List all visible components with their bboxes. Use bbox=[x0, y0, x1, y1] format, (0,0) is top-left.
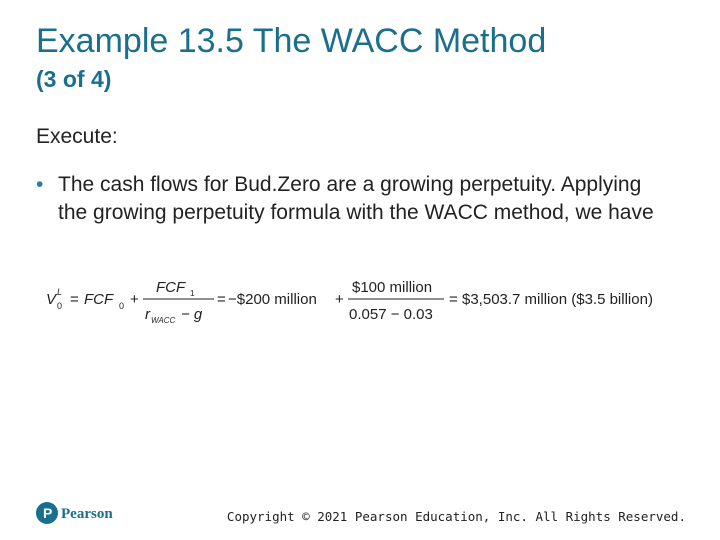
slide-title: Example 13.5 The WACC Method bbox=[36, 22, 547, 60]
formula-num1: FCF bbox=[156, 279, 186, 296]
bullet-item bbox=[36, 171, 676, 227]
formula-num1-sub: 1 bbox=[190, 289, 195, 298]
pearson-logo bbox=[36, 500, 126, 526]
svg-text:P: P bbox=[43, 505, 53, 521]
formula-equals-3: = bbox=[449, 291, 458, 308]
formula-minus-200: −$200 million bbox=[228, 291, 317, 308]
formula-den2: 0.057 − 0.03 bbox=[349, 306, 433, 323]
formula-lhs-sub: 0 bbox=[57, 301, 63, 311]
slide-subtitle: (3 of 4) bbox=[36, 66, 112, 92]
formula-plus-2: + bbox=[335, 291, 344, 308]
bullet-dot: • bbox=[36, 173, 44, 196]
formula-den1-r: r bbox=[145, 306, 150, 323]
wacc-formula bbox=[46, 274, 696, 330]
pearson-logo-text: Pearson bbox=[61, 506, 113, 522]
copyright-text: Copyright © 2021 Pearson Education, Inc. All Rights Reserved. bbox=[226, 509, 686, 524]
formula-num2: $100 million bbox=[352, 279, 433, 296]
formula-lhs-sup: L bbox=[57, 287, 63, 297]
formula-plus-1: + bbox=[130, 291, 139, 308]
section-heading: Execute: bbox=[36, 125, 118, 148]
formula-fcf0: FCF bbox=[84, 291, 114, 308]
formula-result: $3,503.7 million ($3.5 billion) bbox=[462, 291, 653, 308]
formula-equals-1: = bbox=[70, 291, 79, 308]
bullet-text: The cash flows for Bud.Zero are a growing perpetuity. Applying the growing perpetuity formula with the WACC method, we have bbox=[58, 173, 654, 224]
formula-den1-sub: WACC bbox=[151, 316, 176, 325]
formula-fcf0-sub: 0 bbox=[119, 301, 125, 311]
formula-equals-2: = bbox=[217, 291, 226, 308]
formula-den1-rest: − g bbox=[181, 306, 203, 323]
formula-lhs-v: V bbox=[46, 291, 57, 308]
